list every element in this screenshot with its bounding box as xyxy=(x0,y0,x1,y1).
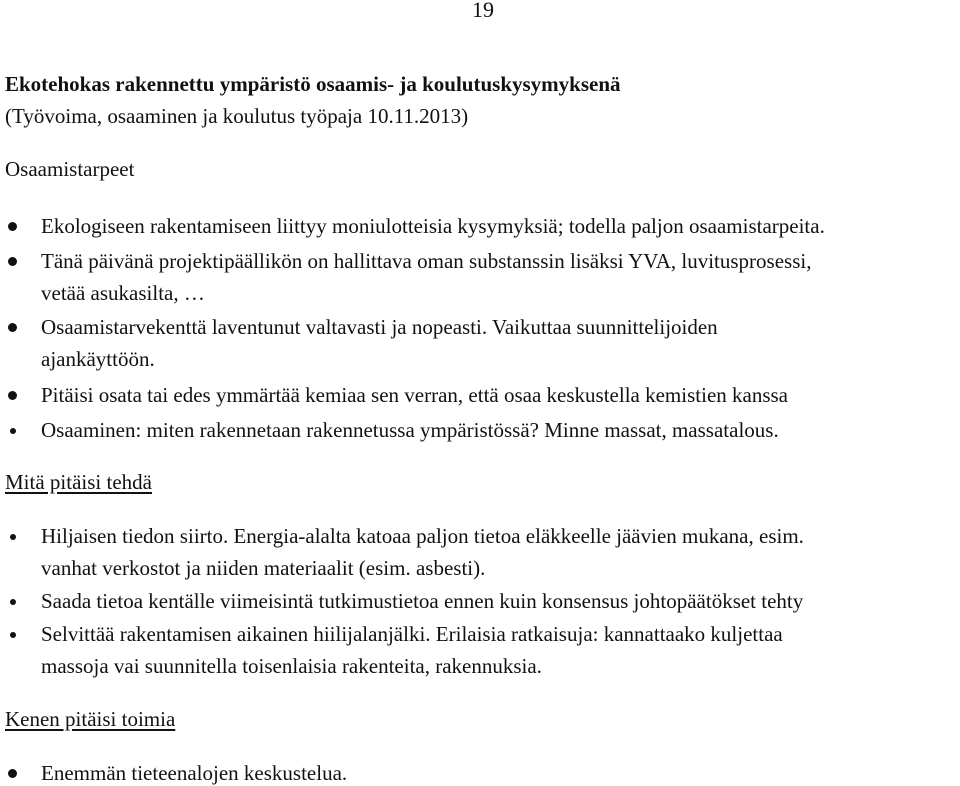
list-item-text: Ekologiseen rakentamiseen liittyy moniulotteisia kysymyksiä; todella paljon osaamistarpeita. xyxy=(41,214,825,238)
list-item-text: Hiljaisen tiedon siirto. Energia-alalta katoaa paljon tietoa eläkkeelle jäävien mukana, esim. xyxy=(41,524,804,548)
bullet-icon xyxy=(8,391,17,400)
page-number: 19 xyxy=(472,0,494,22)
list-item-text: Pitäisi osata tai edes ymmärtää kemiaa sen verran, että osaa keskustella kemistien kanssa xyxy=(41,383,788,407)
document-subtitle: (Työvoima, osaaminen ja koulutus työpaja 10.11.2013) xyxy=(5,104,469,128)
document-title: Ekotehokas rakennettu ympäristö osaamis- ja koulutuskysymyksenä xyxy=(5,72,621,96)
list-item-text-continued: vetää asukasilta, … xyxy=(41,281,205,305)
list-item-text: Enemmän tieteenalojen keskustelua. xyxy=(41,761,348,785)
list-item-text-continued: vanhat verkostot ja niiden materiaalit (esim. asbesti). xyxy=(41,556,486,580)
list-item-text-continued: ajankäyttöön. xyxy=(41,347,155,371)
section-heading-kenen-pitaisi-toimia: Kenen pitäisi toimia xyxy=(5,707,176,731)
list-item-text-continued: massoja vai suunnitella toisenlaisia rakenteita, rakennuksia. xyxy=(41,654,542,678)
list-item-text: Saada tietoa kentälle viimeisintä tutkimustietoa ennen kuin konsensus johtopäätökset tehty xyxy=(41,589,804,613)
list-item-text: Tänä päivänä projektipäällikön on hallittava oman substanssin lisäksi YVA, luvitusprosessi, xyxy=(41,249,812,273)
section-heading-osaamistarpeet: Osaamistarpeet xyxy=(5,157,135,181)
bullet-icon xyxy=(10,599,16,605)
list-item-text: Osaaminen: miten rakennetaan rakennetussa ympäristössä? Minne massat, massatalous. xyxy=(41,418,779,442)
bullet-icon xyxy=(10,428,16,434)
bullet-icon xyxy=(10,632,16,638)
bullet-icon xyxy=(10,534,16,540)
bullet-icon xyxy=(8,257,17,266)
bullet-icon xyxy=(8,323,17,332)
section-heading-mita-pitaisi-tehda: Mitä pitäisi tehdä xyxy=(5,470,152,494)
list-item-text: Osaamistarvekenttä laventunut valtavasti ja nopeasti. Vaikuttaa suunnittelijoiden xyxy=(41,315,718,339)
list-item-text: Selvittää rakentamisen aikainen hiilijalanjälki. Erilaisia ratkaisuja: kannattaako kuljettaa xyxy=(41,622,783,646)
bullet-icon xyxy=(8,769,17,778)
bullet-icon xyxy=(8,222,17,231)
